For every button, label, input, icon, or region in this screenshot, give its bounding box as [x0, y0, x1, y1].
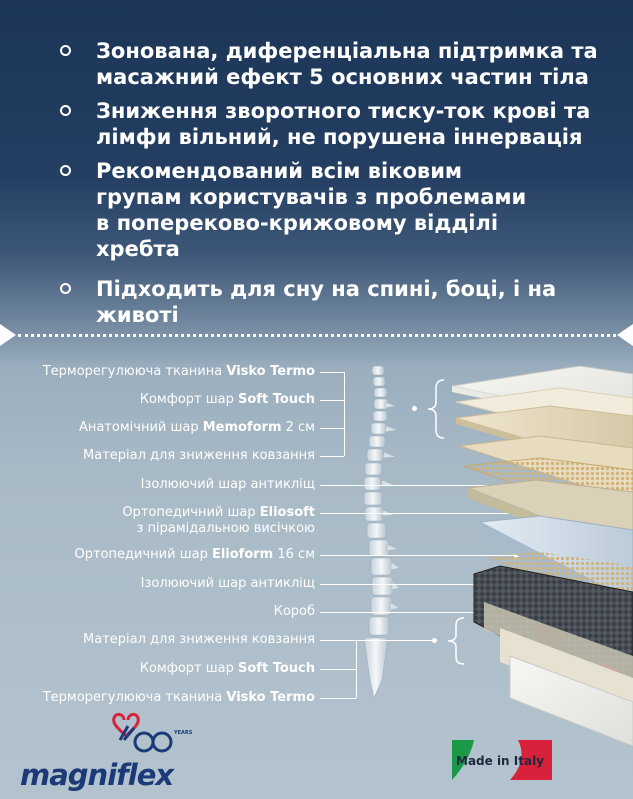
- bracket-line: [356, 640, 357, 698]
- brand-name: magniflex: [20, 758, 174, 792]
- connector-line: [320, 698, 356, 699]
- connector-line: [320, 669, 356, 670]
- connector-dot: [412, 406, 417, 411]
- spine-icon: [352, 362, 400, 706]
- divider-arrow-right-icon: [617, 324, 633, 346]
- years-label: YEARS: [174, 730, 193, 736]
- circle-bullet-icon: [60, 283, 71, 294]
- bracket-line: [344, 372, 345, 456]
- feature-item: [56, 276, 616, 328]
- layer-label: Ортопедичний шар Elioform 16 см: [74, 547, 315, 562]
- made-in-italy-badge: [452, 740, 552, 780]
- layer-label: Ізолюючий шар антикліщ: [140, 576, 315, 591]
- layer-label: Анатомічний шар Memoform 2 см: [78, 420, 315, 435]
- layer-label: Матеріал для зниження ковзання: [83, 448, 315, 463]
- mattress-layers-illustration: [440, 366, 633, 766]
- feature-item: [56, 38, 616, 90]
- circle-bullet-icon: [60, 165, 71, 176]
- layer-label: Ізолюючий шар антикліщ: [140, 477, 315, 492]
- layer-label: Терморегулююча тканина Visko Termo: [42, 690, 315, 705]
- dotted-divider: [18, 334, 616, 337]
- heart-60-years-icon: [110, 712, 174, 760]
- layer-label: Терморегулююча тканина Visko Termo: [42, 364, 315, 379]
- layer-label: Комфорт шар Soft Touch: [139, 661, 315, 676]
- layer-label: Короб: [273, 604, 315, 619]
- connector-dot: [432, 638, 437, 643]
- feature-text: Зонована, диференціальна підтримка та масажний ефект 5 основних частин тіла: [96, 39, 598, 89]
- circle-bullet-icon: [60, 45, 71, 56]
- connector-line: [320, 372, 344, 373]
- layer-label: Ортопедичний шар Eliosoft з пірамідальною висічкою: [122, 505, 315, 536]
- feature-list: [56, 38, 616, 336]
- layer-label: Матеріал для зниження ковзання: [83, 632, 315, 647]
- feature-text: Рекомендований всім віковим групам користувачів з проблемами в попереково-крижовому відділі хребта: [96, 159, 527, 261]
- connector-line: [320, 456, 344, 457]
- feature-text: Підходить для сну на спині, боці, і на животі: [96, 277, 557, 327]
- circle-bullet-icon: [60, 105, 71, 116]
- feature-item: [56, 158, 616, 262]
- divider-arrow-left-icon: [0, 324, 16, 346]
- connector-line: [320, 400, 344, 401]
- connector-line: [320, 428, 344, 429]
- feature-item: [56, 98, 616, 150]
- connector-line: [320, 640, 434, 641]
- feature-text: Зниження зворотного тиску-ток крові та лімфи вільний, не порушена іннервація: [96, 99, 591, 149]
- made-in-text: Made in Italy: [456, 754, 545, 768]
- layer-label: Комфорт шар Soft Touch: [139, 392, 315, 407]
